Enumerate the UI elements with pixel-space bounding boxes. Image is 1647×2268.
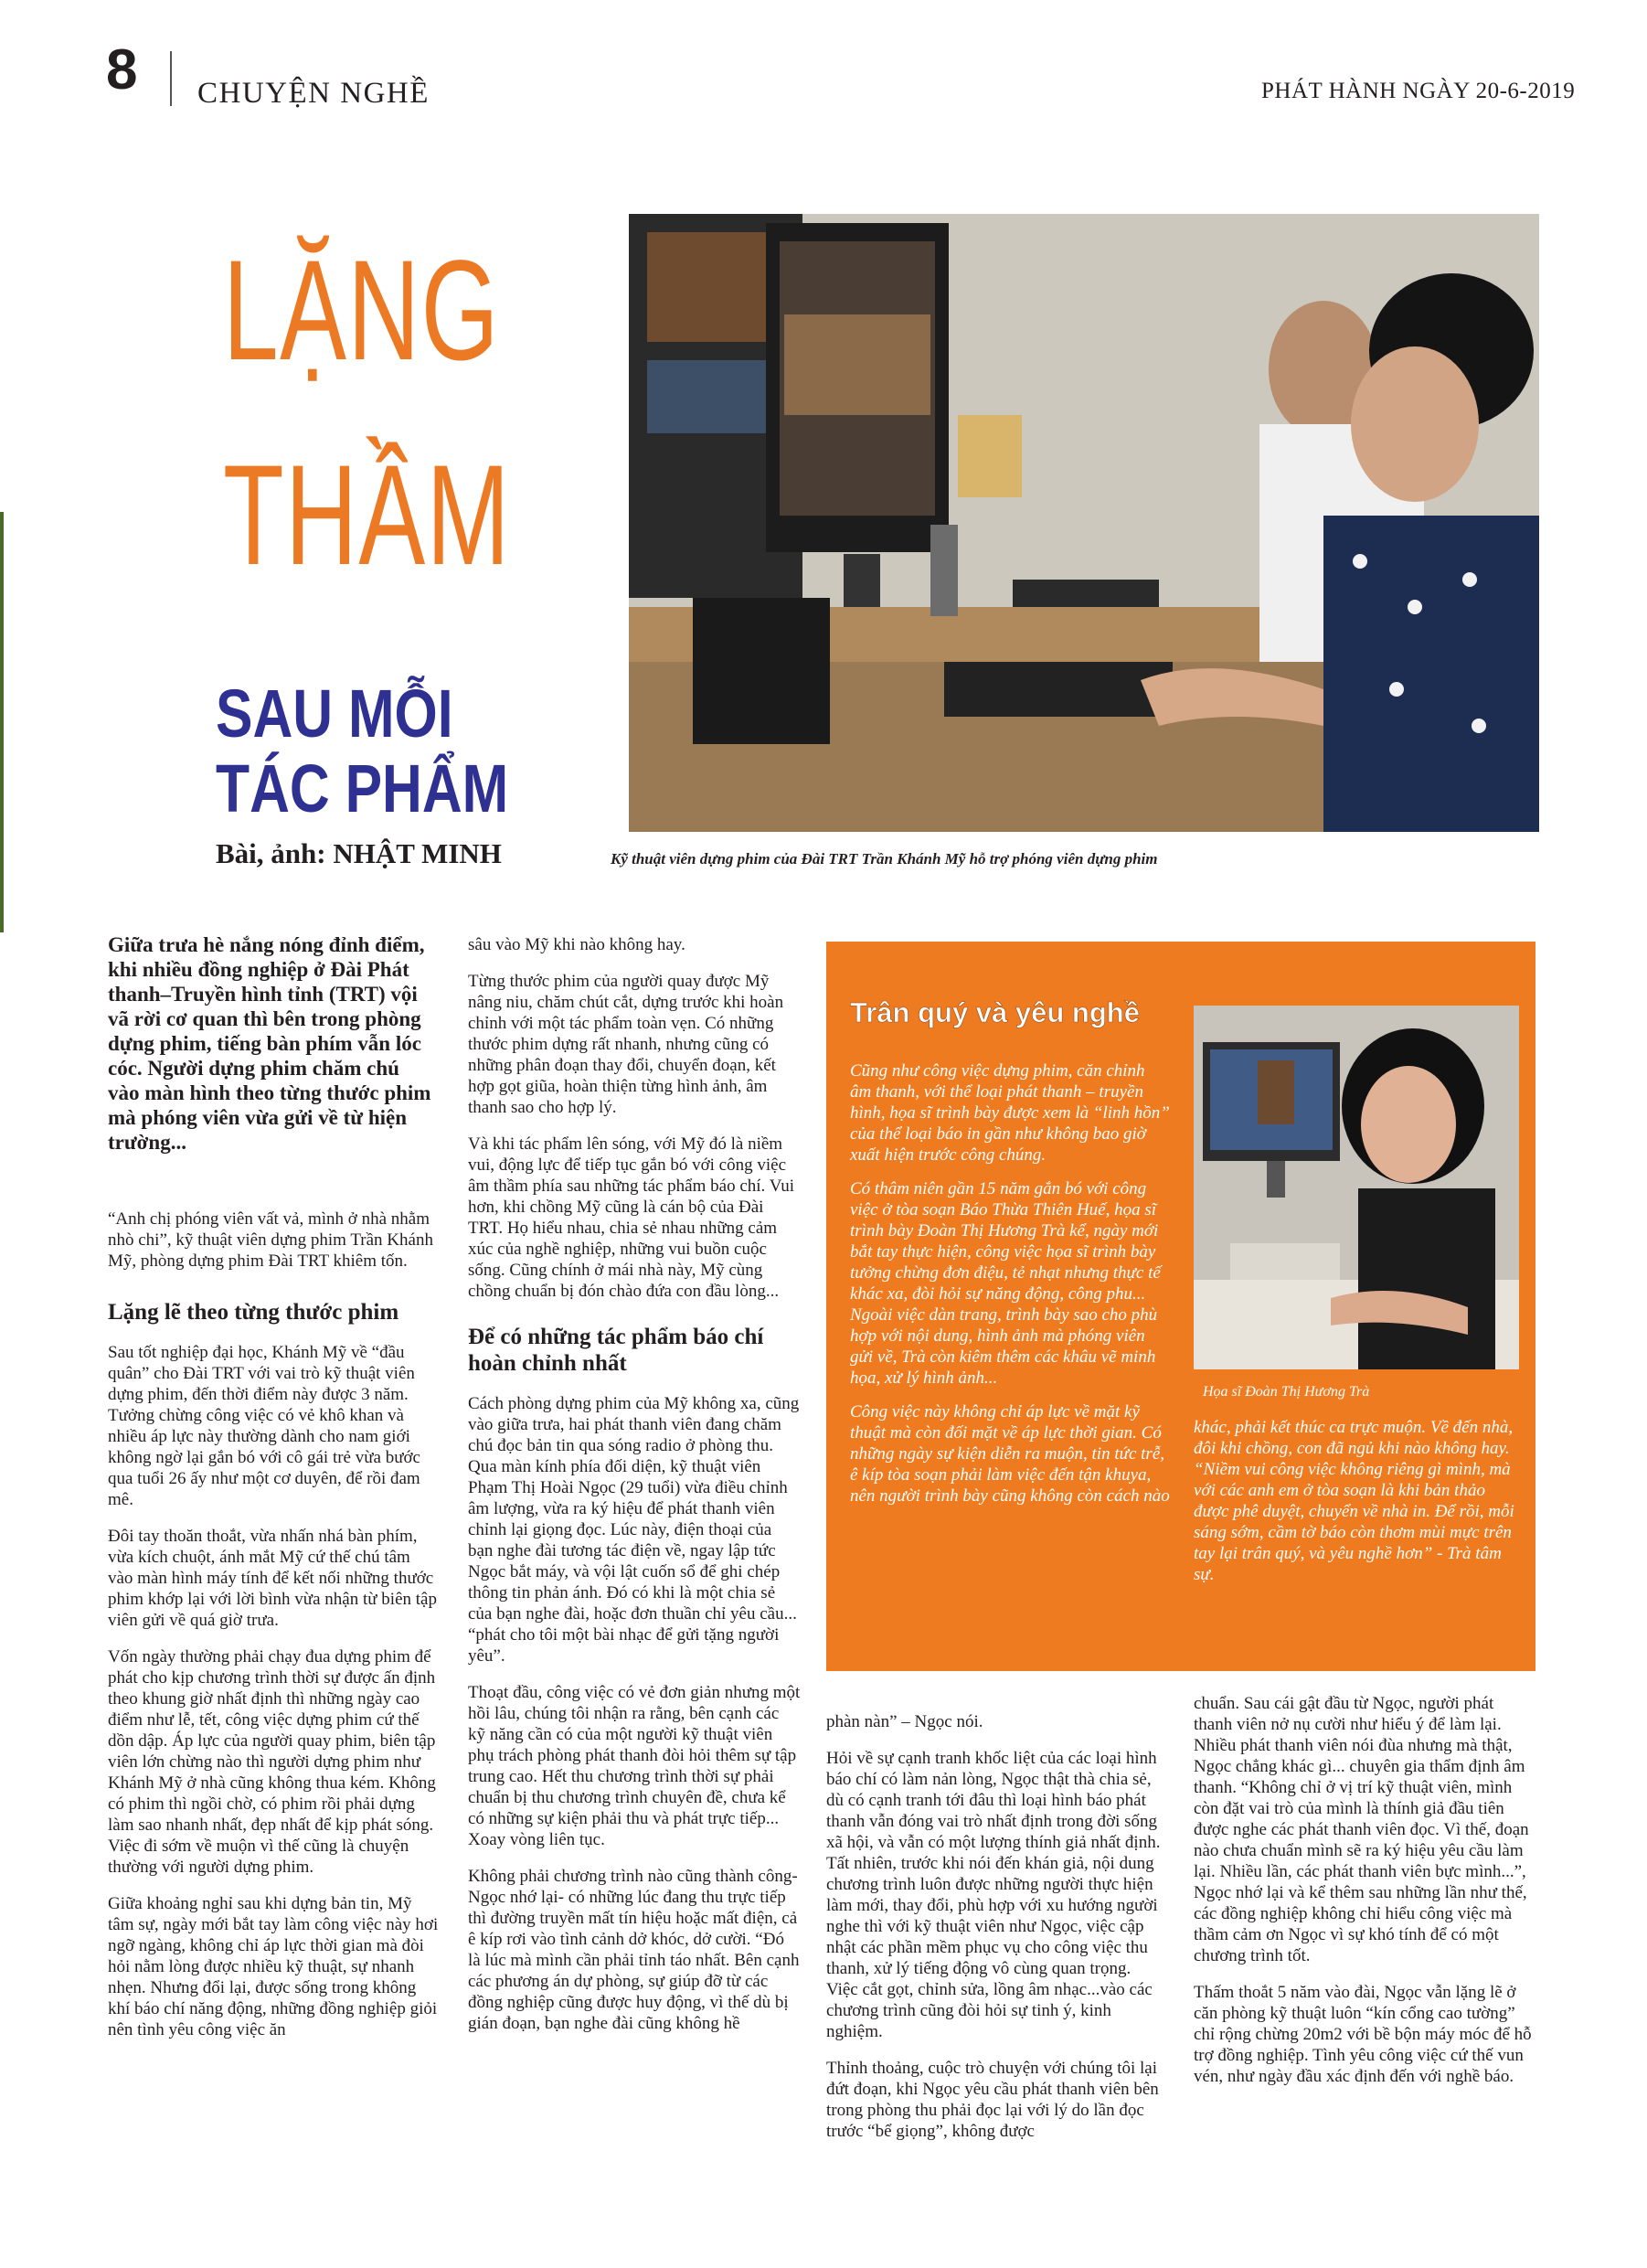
paragraph: Giữa khoảng nghỉ sau khi dựng bản tin, Mỹ tâm sự, ngày mới bắt tay làm công việc này hơi ngỡ ngàng, không chỉ áp lực thời gian mà đòi hỏi nằm lòng được nhiều kỹ thuật, sự nhanh nhẹn. Nhưng đổi lại, được sống trong không khí báo chí năng động, những đồng nghiệp giỏi nên tình yêu công việc ăn bbox=[108, 1894, 439, 2039]
paragraph: phàn nàn” – Ngọc nói. bbox=[826, 1712, 983, 1731]
sidebar-photo-caption: Họa sĩ Đoàn Thị Hương Trà bbox=[1203, 1384, 1370, 1400]
sidebar-photo bbox=[1194, 1006, 1519, 1369]
sidebar-column-left bbox=[850, 1060, 1170, 1519]
section-title: CHUYỆN NGHỀ bbox=[197, 77, 430, 110]
sidebar-paragraph: Cũng như công việc dựng phim, căn chỉnh âm thanh, với thể loại phát thanh – truyền hình, họa sĩ trình bày được xem là “linh hồn” của thể loại báo in gần như không bao giờ xuất hiện trước công chúng. bbox=[850, 1061, 1170, 1165]
paragraph: Thỉnh thoảng, cuộc trò chuyện với chúng tôi lại đứt đoạn, khi Ngọc yêu cầu phát thanh viên bên trong phòng thu phải đọc lại với lý do lần đọc trước “bể giọng”, không được bbox=[826, 2059, 1159, 2141]
paragraph: chuẩn. Sau cái gật đầu từ Ngọc, người phát thanh viên nở nụ cười như hiểu ý để làm lại. Nhiều phát thanh viên nói đùa nhưng mà thật, Ngọc chẳng khác gì... chuyên gia thẩm định âm thanh. “Không chỉ ở vị trí kỹ thuật viên, mình còn đặt vai trò của mình là thính giả đầu tiên được nghe các phát thanh viên đọc. Vì thế, đoạn nào chưa chuẩn mình sẽ ra ký hiệu yêu cầu làm lại. Nhiều lần, các phát thanh viên bực mình...”, Ngọc nhớ lại và kể thêm sau những lần như thế, các đồng nghiệp không chỉ hiểu công việc mà thầm cảm ơn Ngọc vì sự khó tính để có một chương trình tốt. bbox=[1194, 1694, 1529, 1965]
paragraph: Thấm thoắt 5 năm vào đài, Ngọc vẫn lặng lẽ ở căn phòng kỹ thuật luôn “kín cổng cao tường” chỉ rộng chừng 20m2 với bề bộn máy móc để hỗ trợ đồng nghiệp. Tình yêu công việc cứ thế vun vén, như ngày đầu xác định đến với nghề báo. bbox=[1194, 1983, 1532, 2086]
column-4 bbox=[1194, 1693, 1535, 2103]
column-2 bbox=[468, 934, 801, 2050]
paragraph: Cách phòng dựng phim của Mỹ không xa, cũng vào giữa trưa, hai phát thanh viên đang chăm chú đọc bản tin qua sóng radio ở phòng thu. Qua màn kính phía đối diện, kỹ thuật viên Phạm Thị Hoài Ngọc (29 tuổi) vừa điều chỉnh âm lượng, vừa ra ký hiệu để phát thanh viên chỉnh lại giọng đọc. Lúc này, điện thoại của bạn nghe đài tương tác điện về, ngay lập tức Ngọc bắt máy, và vội lật cuốn sổ để ghi chép thông tin phản ánh. Đó có khi là một chia sẻ của bạn nghe đài, hoặc đơn thuần chỉ yêu cầu... “phát cho tôi một bài nhạc để gửi tặng người yêu”. bbox=[468, 1394, 800, 1666]
main-photo-caption: Kỹ thuật viên dựng phim của Đài TRT Trần Khánh Mỹ hỗ trợ phóng viên dựng phim bbox=[611, 850, 1158, 868]
headline-line-2: THẦM bbox=[223, 436, 511, 595]
paragraph: Thoạt đầu, công việc có vẻ đơn giản nhưng một hồi lâu, chúng tôi nhận ra rằng, bên cạnh các kỹ năng cần có của một người kỹ thuật viên phụ trách phòng phát thanh đòi hỏi thêm sự tập trung cao. Hết thu chương trình thời sự phải chuẩn bị thu chương trình chuyên đề, chưa kể có những sự kiện phải thu và phát trực tiếp... Xoay vòng liên tục. bbox=[468, 1683, 801, 1849]
paragraph: Sau tốt nghiệp đại học, Khánh Mỹ về “đầu quân” cho Đài TRT với vai trò kỹ thuật viên dựng phim, đến thời điểm này được 3 năm. Tưởng chừng công việc có vẻ khô khan và nhiều áp lực này thường dành cho nam giới không ngờ lại gắn bó với cô gái trẻ vừa bước qua tuổi 26 ấy như một cơ duyên, để rồi đam mê. bbox=[108, 1343, 420, 1509]
sidebar-title: Trân quý và yêu nghề bbox=[850, 996, 1140, 1028]
intro-quote: “Anh chị phóng viên vất vả, mình ở nhà nhằm nhò chi”, kỹ thuật viên dựng phim Trần Khánh Mỹ, phòng dựng phim Đài TRT khiêm tốn. bbox=[108, 1209, 433, 1271]
paragraph: Vốn ngày thường phải chạy đua dựng phim để phát cho kịp chương trình thời sự được ấn định theo khung giờ nhất định thì những ngày cao điểm như lễ, tết, công việc dựng phim cứ thế dồn dập. Áp lực của người quay phim, biên tập viên lớn chừng nào thì người dựng phim như Khánh Mỹ ở nhà cũng không thua kém. Không có phim thì ngồi chờ, có phim rồi phải dựng làm sao nhanh nhất, đẹp nhất để kịp phát sóng. Việc đi sớm về muộn vì thế cũng là chuyện thường với người dựng phim. bbox=[108, 1647, 436, 1877]
paragraph: Không phải chương trình nào cũng thành công- Ngọc nhớ lại- có những lúc đang thu trực tiếp thì đường truyền mất tín hiệu hoặc mất điện, cả ê kíp rơi vào tình cảnh dở khóc, dở cười. “Đó là lúc mà mình cần phải tỉnh táo nhất. Bên cạnh các phương án dự phòng, sự giúp đỡ từ các đồng nghiệp cũng được huy động, vì thế dù bị gián đoạn, bạn nghe đài cũng không hề bbox=[468, 1867, 800, 2033]
byline: Bài, ảnh: NHẬT MINH bbox=[216, 837, 502, 869]
decorative-edge-bar bbox=[0, 512, 4, 932]
issue-date: PHÁT HÀNH NGÀY 20-6-2019 bbox=[1261, 79, 1576, 103]
paragraph: Từng thước phim của người quay được Mỹ nâng niu, chăm chút cắt, dựng trước khi hoàn chỉnh với một tác phẩm toàn vẹn. Có những thước phim dựng rất nhanh, nhưng cũng có những phân đoạn thay đổi, chuyển đoạn, kết hợp gọt giũa, hoàn thiện từng hình ảnh, âm thanh sao cho hợp lý. bbox=[468, 972, 784, 1117]
lead-paragraph: Giữa trưa hè nắng nóng đỉnh điểm, khi nhiều đồng nghiệp ở Đài Phát thanh–Truyền hình tỉnh (TRT) vội vã rời cơ quan thì bên trong phòng dựng phim, tiếng bàn phím vẫn lóc cóc. Người dựng phim chăm chú vào màn hình theo từng thước phim mà phóng viên vừa gửi về từ hiện trường... bbox=[108, 933, 431, 1154]
paragraph: sâu vào Mỹ khi nào không hay. bbox=[468, 935, 685, 954]
column-1 bbox=[108, 1209, 439, 2056]
designer-illustration bbox=[1194, 1006, 1519, 1369]
paragraph: Đôi tay thoăn thoắt, vừa nhấn nhá bàn phím, vừa kích chuột, ánh mắt Mỹ cứ thế chú tâm vào màn hình máy tính để kết nối những thước phim khớp lại với lời bình vừa nhận từ biên tập viên gửi về quá giờ trưa. bbox=[108, 1527, 437, 1630]
page-number: 8 bbox=[106, 38, 138, 101]
subheading-1: Lặng lẽ theo từng thước phim bbox=[108, 1300, 399, 1325]
sidebar-paragraph: Công việc này không chỉ áp lực về mặt kỹ thuật mà còn đối mặt về áp lực thời gian. Có những ngày sự kiện diễn ra muộn, tin tức trễ, ê kíp tòa soạn phải làm việc đến tận khuya, nên người trình bày cũng không còn cách nào bbox=[850, 1402, 1170, 1506]
sidebar-paragraph: Có thâm niên gần 15 năm gắn bó với công việc ở tòa soạn Báo Thừa Thiên Huế, họa sĩ trình bày Đoàn Thị Hương Trà kể, ngày mới bắt tay thực hiện, công việc họa sĩ trình bày tưởng chừng đơn điệu, tẻ nhạt nhưng thực tế khác xa, đòi hỏi sự năng động, công phu... Ngoài việc dàn trang, trình bày sao cho phù hợp với nội dung, hình ảnh mà phóng viên gửi về, Trà còn kiêm thêm các khâu vẽ minh họa, xử lý hình ảnh... bbox=[850, 1179, 1161, 1388]
column-3 bbox=[826, 1711, 1161, 2157]
header-divider bbox=[170, 51, 172, 106]
editing-room-illustration bbox=[629, 214, 1539, 832]
headline-line-1: LẶNG bbox=[223, 231, 500, 390]
sidebar-column-right: khác, phải kết thúc ca trực muộn. Về đến nhà, đôi khi chồng, con đã ngủ khi nào không hay. “Niềm vui công việc không riêng gì mình, mà với các anh em ở tòa soạn là khi bản thảo được phê duyệt, chuyển về nhà in. Để rồi, mỗi sáng sớm, cầm tờ báo còn thơm mùi mực trên tay lại trân quý, và yêu nghề hơn” - Trà tâm sự. bbox=[1194, 1418, 1514, 1584]
subheadline-line-1: SAU MỖI bbox=[216, 676, 453, 751]
main-photo bbox=[629, 214, 1539, 832]
subheading-2: Để có những tác phẩm báo chí hoàn chỉnh nhất bbox=[468, 1325, 764, 1376]
paragraph: Và khi tác phẩm lên sóng, với Mỹ đó là niềm vui, động lực để tiếp tục gắn bó với công việc âm thầm phía sau những tác phẩm báo chí. Vui hơn, khi chồng Mỹ cũng là cán bộ của Đài TRT. Họ hiểu nhau, chia sẻ nhau những cảm xúc của nghề nghiệp, những vui buồn cuộc sống. Cũng chính ở mái nhà này, Mỹ cùng chồng chuẩn bị đón chào đứa con đầu lòng... bbox=[468, 1134, 795, 1301]
paragraph: Hỏi về sự cạnh tranh khốc liệt của các loại hình báo chí có làm nản lòng, Ngọc thật thà chia sẻ, dù có cạnh tranh tới đâu thì loại hình báo phát thanh vẫn đóng vai trò nhất định trong đời sống xã hội, và vẫn có một lượng thính giả nhất định. Tất nhiên, trước khi nói đến khán giả, nội dung chương trình luôn được những người thực hiện làm mới, thay đổi, phù hợp với xu hướng người nghe thì với kỹ thuật viên như Ngọc, việc cập nhật các phần mềm phục vụ cho công việc thu thanh, xử lý tiếng động vô cùng quan trọng. Việc cắt gọt, chỉnh sửa, lồng âm nhạc...vào các chương trình cũng đòi hỏi sự tinh ý, kinh nghiệm. bbox=[826, 1749, 1161, 2041]
subheadline-line-2: TÁC PHẨM bbox=[216, 751, 509, 826]
